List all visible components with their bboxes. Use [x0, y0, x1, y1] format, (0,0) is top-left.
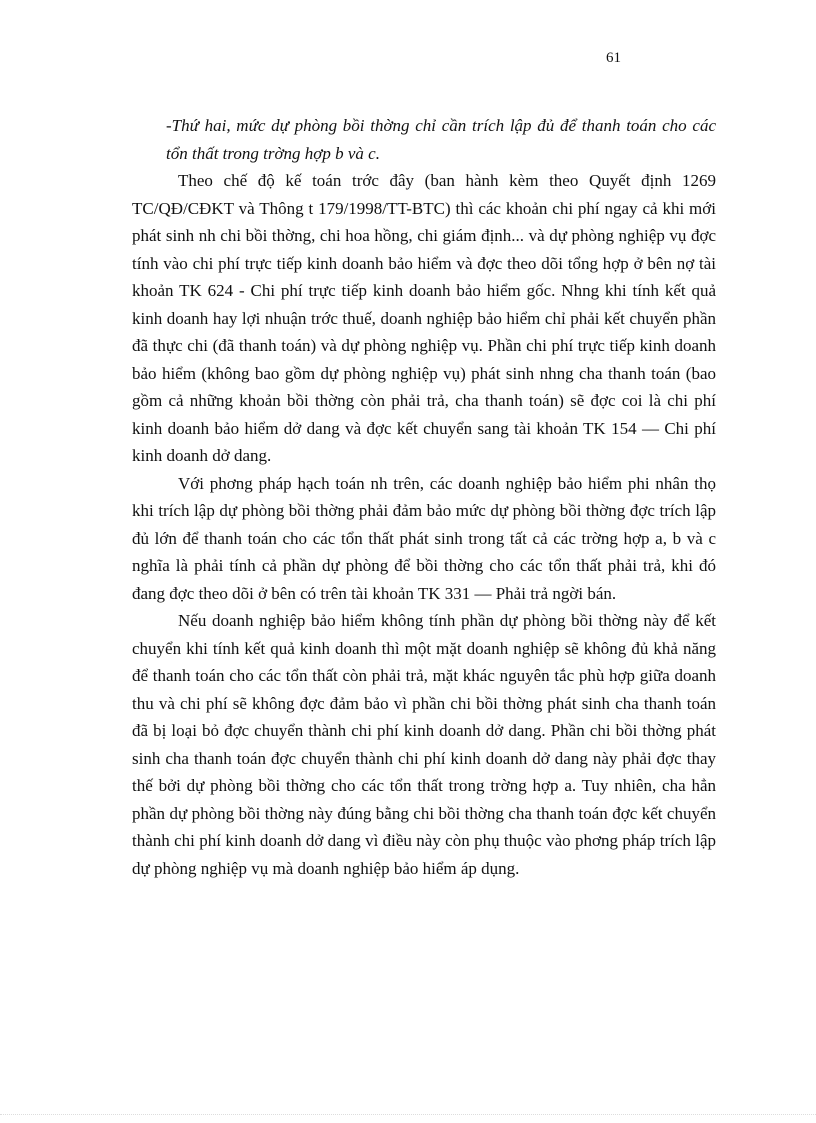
body-paragraph-3: Nếu doanh nghiệp bảo hiểm không tính phần dự phòng bồi thờng này để kết chuyển khi tính kết quả kinh doanh thì một mặt doanh nghiệp sẽ không đủ khả năng để thanh toán cho các tổn thất còn phải trả, mặt khác nguyên tắc phù hợp giữa doanh thu và chi phí sẽ không đợc đảm bảo vì phần chi bồi thờng phát sinh cha thanh toán đã bị loại bỏ đợc chuyển thành chi phí kinh doanh dở dang. Phần chi bồi thờng phát sinh cha thanh toán đợc chuyển thành chi phí kinh doanh dở dang này phải đợc thay thế bởi dự phòng bồi thờng cho các tổn thất trong trờng hợp a. Tuy nhiên, cha hẳn phần dự phòng bồi thờng này đúng bằng chi bồi thờng cha thanh toán đợc kết chuyển thành chi phí kinh doanh dở dang vì điều này còn phụ thuộc vào phơng pháp trích lập dự phòng nghiệp vụ mà doanh nghiệp bảo hiểm áp dụng.: [132, 611, 716, 878]
page-bottom-divider: [0, 1114, 816, 1115]
document-body: [132, 112, 716, 882]
page-number: 61: [606, 50, 621, 66]
intro-paragraph: -Thứ hai, mức dự phòng bồi thờng chỉ cần trích lập đủ để thanh toán cho các tổn thất trong trờng hợp b và c.: [166, 116, 716, 163]
body-paragraph-2: Với phơng pháp hạch toán nh trên, các doanh nghiệp bảo hiểm phi nhân thọ khi trích lập dự phòng bồi thờng phải đảm bảo mức dự phòng bồi thờng đợc trích lập đủ lớn để thanh toán cho các tổn thất phát sinh trong tất cả các trờng hợp a, b và c nghĩa là phải tính cả phần dự phòng để bồi thờng cho các tổn thất phải trả, khi đó đang đợc theo dõi ở bên có trên tài khoản TK 331 — Phải trả ngời bán.: [132, 473, 716, 603]
body-paragraph-1: Theo chế độ kế toán trớc đây (ban hành kèm theo Quyết định 1269 TC/QĐ/CĐKT và Thông t 179/1998/TT-BTC) thì các khoản chi phí ngay cả khi mới phát sinh nh chi bồi thờng, chi hoa hồng, chi giám định... và dự phòng nghiệp vụ đợc tính vào chi phí trực tiếp kinh doanh bảo hiểm và đợc theo dõi tổng hợp ở bên nợ tài khoản TK 624 - Chi phí trực tiếp kinh doanh bảo hiểm gốc. Nhng khi tính kết quả kinh doanh hay lợi nhuận trớc thuế, doanh nghiệp bảo hiểm chỉ phải kết chuyển phần đã thực chi (đã thanh toán) và dự phòng nghiệp vụ. Phần chi phí trực tiếp kinh doanh bảo hiểm (không bao gồm dự phòng nghiệp vụ) phát sinh nhng cha thanh toán (bao gồm cả những khoản bồi thờng còn phải trả, cha thanh toán) sẽ đợc coi là chi phí kinh doanh bảo hiểm dở dang và đợc kết chuyển sang tài khoản TK 154 — Chi phí kinh doanh dở dang.: [132, 171, 716, 465]
